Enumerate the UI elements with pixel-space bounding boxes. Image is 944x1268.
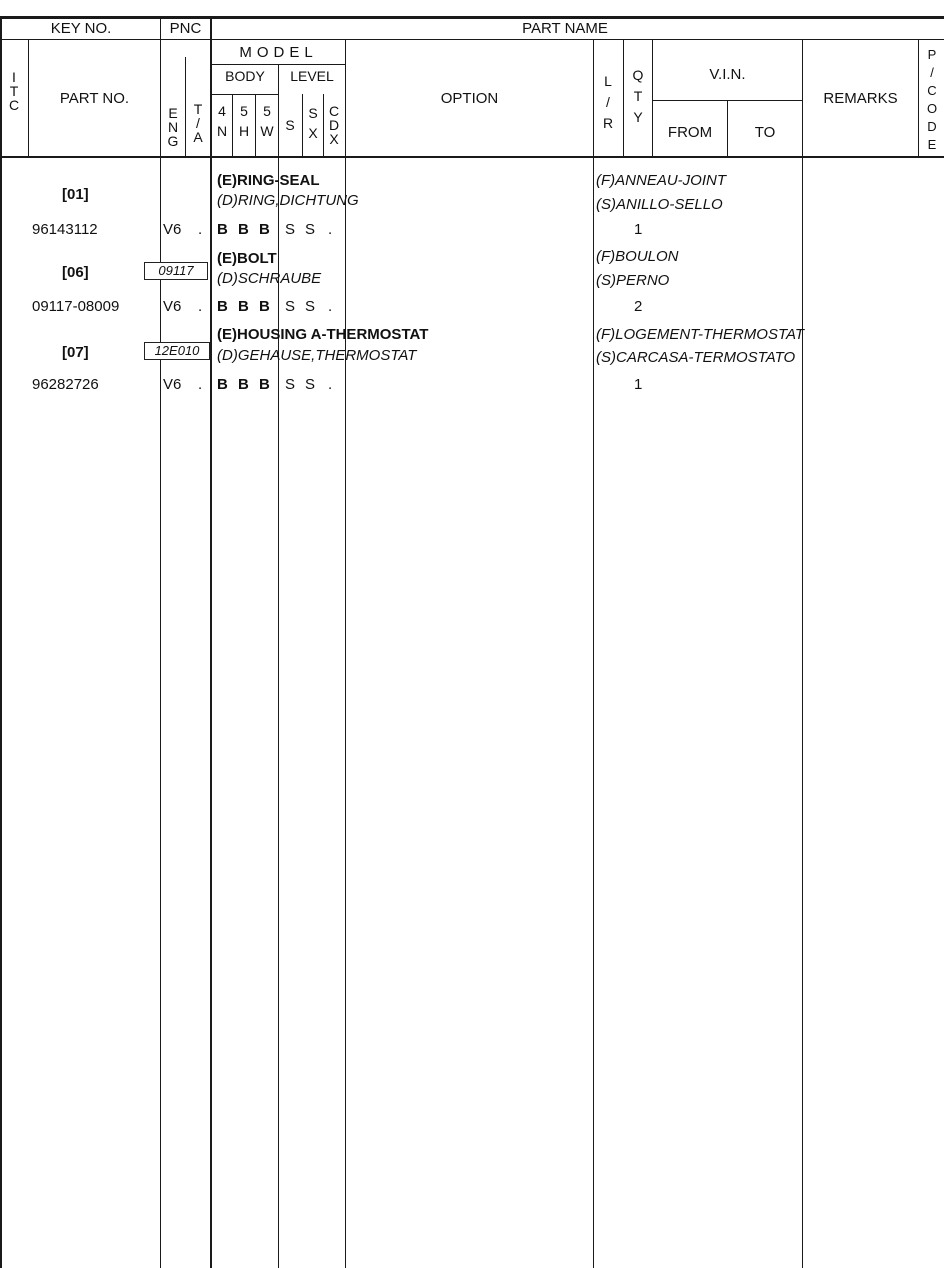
col-pnc-divider: [210, 16, 212, 1268]
key-no-header: KEY NO.: [50, 20, 112, 37]
eng-header: E N G: [167, 105, 179, 149]
level-s-code: S: [285, 298, 296, 315]
vin-header: V.I.N.: [709, 66, 746, 83]
part-name-spanish: (S)CARCASA-TERMOSTATO: [596, 349, 796, 366]
key-number: [06]: [62, 264, 89, 281]
itc-header: I T C: [8, 69, 20, 113]
level-col-cdx: C D X: [328, 103, 340, 147]
part-name-english: (E)RING-SEAL: [217, 172, 320, 189]
part-number: 96143112: [32, 221, 98, 238]
level-cdx-code: .: [328, 298, 333, 315]
col-eng-ta-divider: [185, 57, 186, 157]
ta-code: .: [198, 298, 203, 315]
body-col-5h: 5 H: [238, 103, 250, 139]
level-cdx-code: .: [328, 376, 333, 393]
part-no-header: PART NO.: [59, 90, 130, 107]
body-cols-divider: [210, 94, 278, 95]
part-name-english: (E)BOLT: [217, 250, 277, 267]
body-5w-code: B: [259, 298, 270, 315]
body-5w-code: B: [259, 376, 270, 393]
lr-header: L / R: [602, 73, 614, 131]
body-col-5w: 5 W: [260, 103, 274, 139]
ta-code: .: [198, 221, 203, 238]
part-name-french: (F)BOULON: [596, 248, 679, 265]
col-partno-divider: [160, 16, 161, 1268]
engine-code: V6: [163, 221, 182, 238]
level-sx-code: S: [305, 376, 316, 393]
quantity: 2: [634, 298, 643, 315]
ta-header: T / A: [193, 101, 203, 145]
col-remarks-divider: [802, 40, 803, 1268]
level-sx-code: S: [305, 298, 316, 315]
body-5w-code: B: [259, 221, 270, 238]
part-name-spanish: (S)ANILLO-SELLO: [596, 196, 723, 213]
part-number: 09117-08009: [32, 298, 120, 315]
engine-code: V6: [163, 298, 182, 315]
body-header: BODY: [225, 68, 265, 84]
col-body1-divider: [232, 94, 233, 157]
part-name-german: (D)GEHAUSE,THERMOSTAT: [217, 347, 417, 364]
body-col-4n: 4 N: [216, 103, 228, 139]
body-4n-code: B: [217, 298, 228, 315]
col-left-border: [0, 16, 2, 1268]
qty-header: Q T Y: [632, 67, 644, 125]
part-name-english: (E)HOUSING A-THERMOSTAT: [217, 326, 429, 343]
engine-code: V6: [163, 376, 182, 393]
col-body-level-divider: [278, 64, 279, 1268]
body-4n-code: B: [217, 376, 228, 393]
part-name-french: (F)LOGEMENT-THERMOSTAT: [596, 326, 805, 343]
option-header: OPTION: [440, 90, 499, 107]
col-level2-divider: [323, 94, 324, 157]
ta-code: .: [198, 376, 203, 393]
part-name-french: (F)ANNEAU-JOINT: [596, 172, 726, 189]
level-s-code: S: [285, 221, 296, 238]
col-lr-divider: [593, 40, 594, 1268]
level-col-s: S: [285, 117, 295, 133]
vin-to-header: TO: [754, 124, 776, 141]
pcode-header: P / C O D E: [926, 47, 938, 152]
col-level1-divider: [302, 94, 303, 157]
col-qty-divider: [623, 40, 624, 157]
pnc-code-box: 12E010: [144, 342, 210, 360]
quantity: 1: [634, 376, 643, 393]
col-option-divider: [345, 40, 346, 1268]
level-cdx-code: .: [328, 221, 333, 238]
body-4n-code: B: [217, 221, 228, 238]
level-col-sx: S X: [308, 105, 318, 141]
part-number: 96282726: [32, 376, 99, 393]
col-body2-divider: [255, 94, 256, 157]
level-header: LEVEL: [290, 68, 334, 84]
pnc-header: PNC: [169, 20, 202, 37]
level-sx-code: S: [305, 221, 316, 238]
body-5h-code: B: [238, 298, 249, 315]
top-border: [0, 16, 944, 19]
body-5h-code: B: [238, 376, 249, 393]
part-name-spanish: (S)PERNO: [596, 272, 670, 289]
remarks-header: REMARKS: [823, 90, 898, 107]
body-5h-code: B: [238, 221, 249, 238]
level-s-code: S: [285, 376, 296, 393]
col-pcode-divider: [918, 40, 919, 157]
part-name-german: (D)RING,DICHTUNG: [217, 192, 359, 209]
pnc-code-box: 09117: [144, 262, 208, 280]
vin-from-header: FROM: [667, 124, 713, 141]
key-number: [01]: [62, 186, 89, 203]
part-name-header: PART NAME: [522, 20, 608, 37]
model-header: MODEL: [239, 44, 318, 61]
part-name-german: (D)SCHRAUBE: [217, 270, 322, 287]
key-number: [07]: [62, 344, 89, 361]
quantity: 1: [634, 221, 643, 238]
